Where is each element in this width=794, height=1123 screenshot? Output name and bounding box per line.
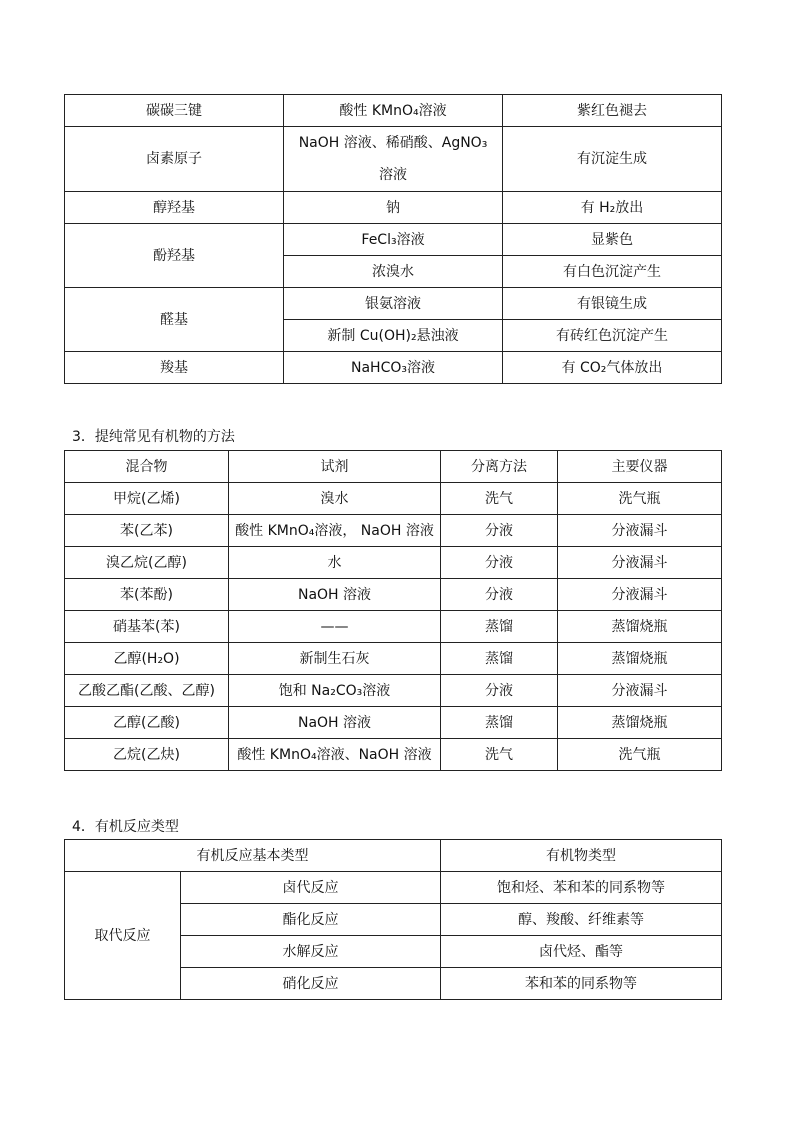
table-cell: 蒸馏 (441, 707, 558, 739)
table-cell: 硝化反应 (181, 968, 441, 1000)
group-cell: 酚羟基 (65, 224, 284, 288)
table-cell: 卤代反应 (181, 872, 441, 904)
section-heading: 3．提纯常见有机物的方法 (72, 429, 235, 445)
reagent-cell: 钠 (284, 192, 503, 224)
column-header: 混合物 (65, 451, 229, 483)
result-cell: 紫红色褪去 (503, 95, 722, 127)
table-cell: 分液漏斗 (558, 579, 722, 611)
table-cell: 蒸馏烧瓶 (558, 707, 722, 739)
table-cell: 洗气瓶 (558, 739, 722, 771)
reagent-cell: 酸性 KMnO₄溶液 (284, 95, 503, 127)
table-row (65, 675, 722, 707)
table-cell: —— (229, 611, 441, 643)
table-row (65, 739, 722, 771)
table-row (65, 872, 722, 904)
table-cell: 乙烷(乙炔) (65, 739, 229, 771)
table-cell: 分液 (441, 547, 558, 579)
column-header: 分离方法 (441, 451, 558, 483)
table-cell: 蒸馏烧瓶 (558, 643, 722, 675)
table-row (65, 483, 722, 515)
group-cell: 醇羟基 (65, 192, 284, 224)
table-cell: 分液 (441, 675, 558, 707)
reagent-cell: 新制 Cu(OH)₂悬浊液 (284, 320, 503, 352)
table-cell: 苯和苯的同系物等 (441, 968, 722, 1000)
result-cell: 有砖红色沉淀产生 (503, 320, 722, 352)
table-row (65, 611, 722, 643)
column-header: 有机物类型 (441, 840, 722, 872)
category-cell: 取代反应 (65, 872, 181, 1000)
table-header-row (65, 451, 722, 483)
table-cell: 水 (229, 547, 441, 579)
reagent-line: 溶液 (379, 167, 407, 183)
result-cell: 有 H₂放出 (503, 192, 722, 224)
table-row (65, 579, 722, 611)
table-cell: 乙醇(H₂O) (65, 643, 229, 675)
table-cell: 酸性 KMnO₄溶液、NaOH 溶液 (229, 739, 441, 771)
table-cell: 分液 (441, 579, 558, 611)
table-cell: 洗气 (441, 739, 558, 771)
table-row (65, 352, 722, 384)
table-row (65, 95, 722, 127)
result-cell: 有银镜生成 (503, 288, 722, 320)
table-cell: NaOH 溶液 (229, 707, 441, 739)
table-row (65, 515, 722, 547)
group-cell: 羧基 (65, 352, 284, 384)
reaction-type-table (64, 839, 722, 1000)
table-cell: 乙酸乙酯(乙酸、乙醇) (65, 675, 229, 707)
table-cell: 水解反应 (181, 936, 441, 968)
table-row (65, 192, 722, 224)
table-cell: 溴乙烷(乙醇) (65, 547, 229, 579)
table-cell: 乙醇(乙酸) (65, 707, 229, 739)
table-row (65, 224, 722, 256)
column-header: 主要仪器 (558, 451, 722, 483)
table-cell: 卤代烃、酯等 (441, 936, 722, 968)
table-cell: 分液漏斗 (558, 515, 722, 547)
table-cell: 溴水 (229, 483, 441, 515)
table-row (65, 288, 722, 320)
table-cell: 蒸馏 (441, 643, 558, 675)
result-cell: 显紫色 (503, 224, 722, 256)
reagent-cell: NaHCO₃溶液 (284, 352, 503, 384)
table-cell: 饱和烃、苯和苯的同系物等 (441, 872, 722, 904)
table-cell: 分液漏斗 (558, 547, 722, 579)
table-cell: 分液 (441, 515, 558, 547)
table-cell: 洗气瓶 (558, 483, 722, 515)
table-row (65, 547, 722, 579)
purification-table (64, 450, 722, 771)
table-cell: 醇、羧酸、纤维素等 (441, 904, 722, 936)
table-cell: 苯(苯酚) (65, 579, 229, 611)
column-header: 有机反应基本类型 (65, 840, 441, 872)
group-cell: 碳碳三键 (65, 95, 284, 127)
table-cell: 酯化反应 (181, 904, 441, 936)
group-cell: 卤素原子 (65, 127, 284, 192)
reagent-cell (284, 127, 503, 192)
result-cell: 有沉淀生成 (503, 127, 722, 192)
table-header-row (65, 840, 722, 872)
table-cell: 酸性 KMnO₄溶液， NaOH 溶液 (229, 515, 441, 547)
table-cell: 苯(乙苯) (65, 515, 229, 547)
table-cell: 饱和 Na₂CO₃溶液 (229, 675, 441, 707)
table-cell: 蒸馏烧瓶 (558, 611, 722, 643)
section-heading: 4．有机反应类型 (72, 819, 179, 835)
table-cell: 甲烷(乙烯) (65, 483, 229, 515)
functional-group-test-table (64, 94, 722, 384)
column-header: 试剂 (229, 451, 441, 483)
table-cell: 硝基苯(苯) (65, 611, 229, 643)
table-row (65, 127, 722, 192)
result-cell: 有白色沉淀产生 (503, 256, 722, 288)
reagent-cell: 浓溴水 (284, 256, 503, 288)
reagent-cell: FeCl₃溶液 (284, 224, 503, 256)
table-row (65, 707, 722, 739)
table-row (65, 643, 722, 675)
table-cell: NaOH 溶液 (229, 579, 441, 611)
table-cell: 新制生石灰 (229, 643, 441, 675)
table-cell: 蒸馏 (441, 611, 558, 643)
table-cell: 洗气 (441, 483, 558, 515)
table-cell: 分液漏斗 (558, 675, 722, 707)
reagent-line: NaOH 溶液、稀硝酸、AgNO₃ (298, 135, 488, 151)
group-cell: 醛基 (65, 288, 284, 352)
reagent-cell: 银氨溶液 (284, 288, 503, 320)
result-cell: 有 CO₂气体放出 (503, 352, 722, 384)
